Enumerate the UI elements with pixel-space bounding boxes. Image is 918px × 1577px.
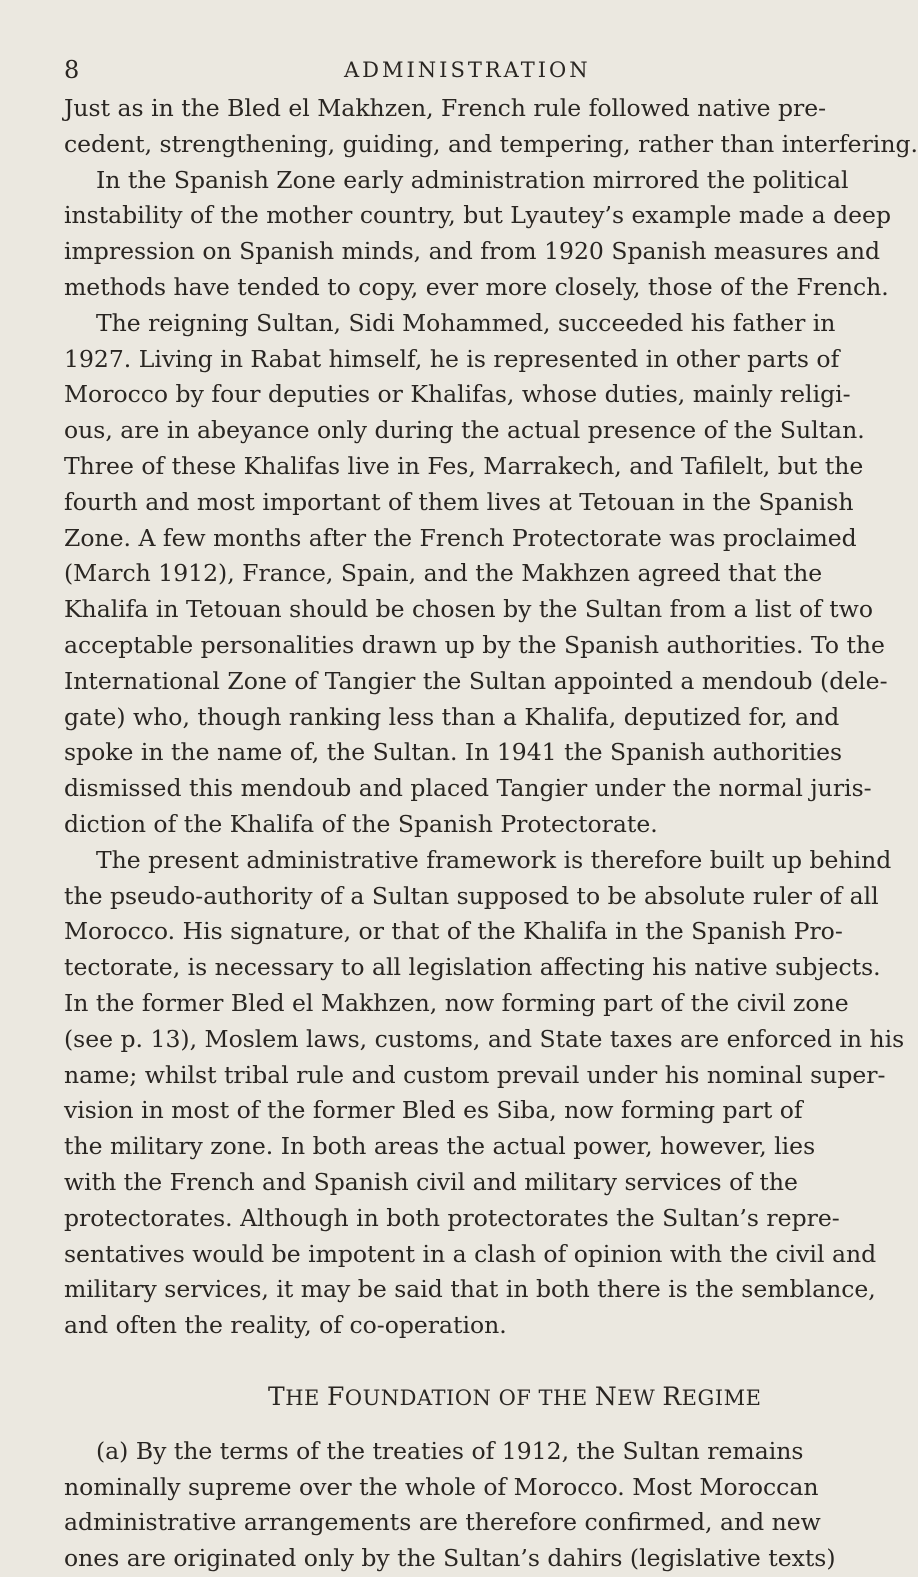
text-line: the pseudo-authority of a Sultan supposed to be absolute ruler of all	[64, 881, 879, 910]
text-line: The present administrative framework is therefore built up behind	[96, 845, 892, 874]
text-line: 1927. Living in Rabat himself, he is represented in other parts of	[64, 344, 840, 373]
text-line: instability of the mother country, but Lyautey’s example made a deep	[64, 201, 892, 230]
text-line: with the French and Spanish civil and military services of the	[64, 1167, 798, 1196]
text-line: Morocco. His signature, or that of the Khalifa in the Spanish Pro-	[64, 917, 843, 946]
text-line: methods have tended to copy, ever more closely, those of the French.	[64, 272, 889, 301]
text-line: Three of these Khalifas live in Fes, Marrakech, and Tafilelt, but the	[64, 451, 864, 480]
running-head	[64, 56, 794, 92]
text-line: In the Spanish Zone early administration mirrored the political	[96, 165, 849, 194]
text-line: name; whilst tribal rule and custom prevail under his nominal super-	[64, 1060, 886, 1089]
text-line: sentatives would be impotent in a clash of opinion with the civil and	[64, 1239, 877, 1268]
text-line: Zone. A few months after the French Protectorate was proclaimed	[64, 523, 857, 552]
text-line: Just as in the Bled el Makhzen, French rule followed native pre-	[64, 94, 827, 122]
text-line: protectorates. Although in both protectorates the Sultan’s repre-	[64, 1203, 840, 1232]
text-line: vision in most of the former Bled es Siba, now forming part of	[64, 1096, 803, 1125]
text-line: administrative arrangements are therefore confirmed, and new	[64, 1508, 821, 1537]
body-text	[64, 91, 918, 1577]
text-line: nominally supreme over the whole of Morocco. Most Moroccan	[64, 1472, 819, 1501]
text-line: In the former Bled el Makhzen, now forming part of the civil zone	[64, 988, 849, 1017]
running-head-title: ADMINISTRATION	[344, 58, 591, 82]
text-line: dismissed this mendoub and placed Tangier under the normal juris-	[64, 774, 872, 803]
text-line: diction of the Khalifa of the Spanish Protectorate.	[64, 809, 658, 838]
text-line: cedent, strengthening, guiding, and tempering, rather than interfering.	[64, 129, 918, 158]
text-line: gate) who, though ranking less than a Khalifa, deputized for, and	[64, 702, 840, 731]
text-line: the military zone. In both areas the actual power, however, lies	[64, 1132, 816, 1161]
text-line: Morocco by four deputies or Khalifas, whose duties, mainly religi-	[64, 380, 851, 409]
text-line: spoke in the name of, the Sultan. In 1941 the Spanish authorities	[64, 738, 843, 767]
text-line: and often the reality, of co-operation.	[64, 1311, 507, 1340]
text-line: International Zone of Tangier the Sultan appointed a mendoub (dele-	[64, 666, 888, 695]
text-line: fourth and most important of them lives at Tetouan in the Spanish	[64, 487, 854, 516]
text-line: tectorate, is necessary to all legislation affecting his native subjects.	[64, 953, 881, 982]
section-heading: THE FOUNDATION OF THE NEW REGIME	[268, 1381, 762, 1411]
text-line: (March 1912), France, Spain, and the Makhzen agreed that the	[64, 559, 823, 588]
text-line: ous, are in abeyance only during the actual presence of the Sultan.	[64, 416, 865, 445]
page-number: 8	[64, 56, 81, 84]
text-line: acceptable personalities drawn up by the Spanish authorities. To the	[64, 630, 885, 659]
text-line: (a) By the terms of the treaties of 1912, the Sultan remains	[96, 1436, 804, 1465]
text-line: ones are originated only by the Sultan’s dahirs (legislative texts)	[64, 1544, 836, 1573]
text-line: military services, it may be said that in both there is the semblance,	[64, 1275, 876, 1304]
text-line: (see p. 13), Moslem laws, customs, and State taxes are enforced in his	[64, 1024, 905, 1053]
text-line: Khalifa in Tetouan should be chosen by the Sultan from a list of two	[64, 595, 873, 624]
text-line: The reigning Sultan, Sidi Mohammed, succeeded his father in	[96, 308, 836, 337]
text-line: impression on Spanish minds, and from 1920 Spanish measures and	[64, 237, 881, 266]
